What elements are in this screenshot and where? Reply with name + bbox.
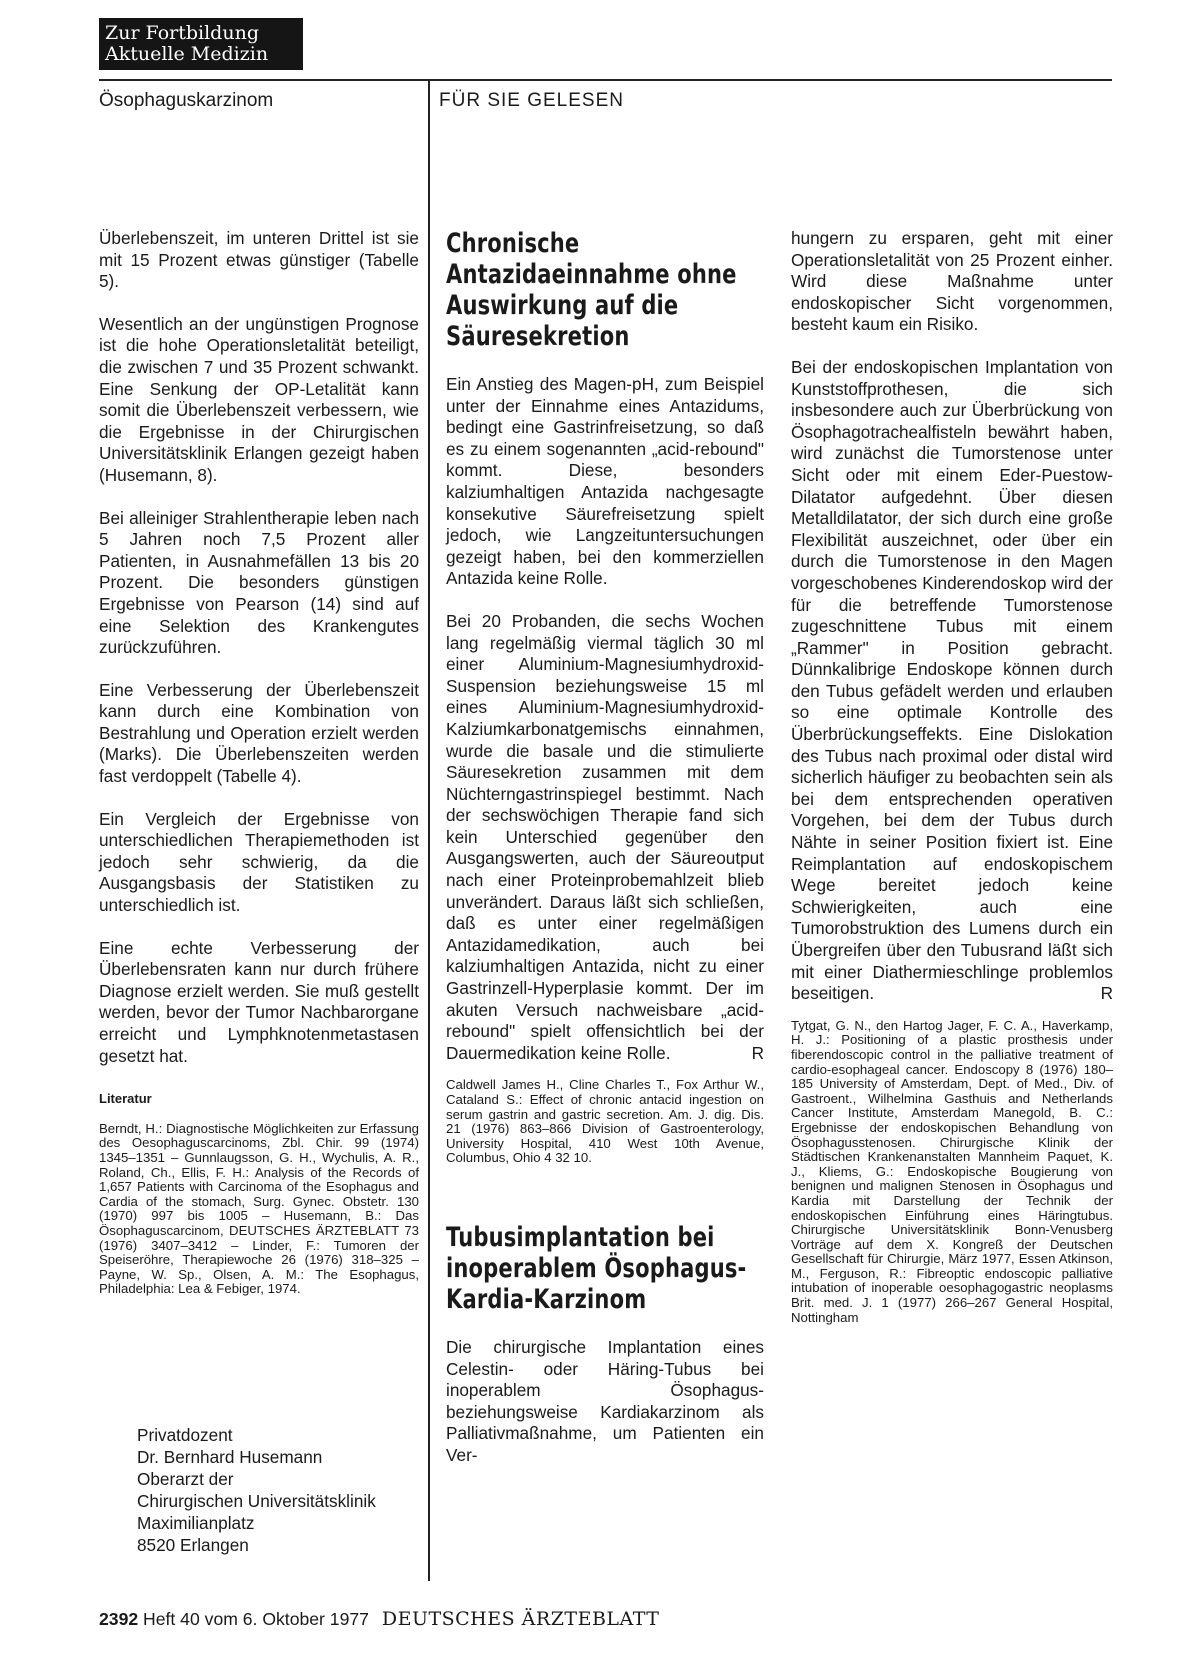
author-signature: R	[751, 1042, 764, 1063]
literature-heading: Literatur	[99, 1091, 152, 1107]
reference-block: Caldwell James H., Cline Charles T., Fox Arthur W., Cataland S.: Effect of chronic antacid ingestion on serum gastrin and gastric secretion. Am. J. dig. Dis. 21 (1976) 863–866 Division of Gastroenterology, University Hospital, 410 West 10th Avenue, Columbus, Ohio 4 32 10.	[446, 1077, 764, 1166]
body-paragraph: Wesentlich an der ungünstigen Prognose ist die hohe Operationsletalität beteiligt, die zwischen 7 und 35 Prozent schwankt. Eine Senkung der OP-Letalität kann somit die Überlebenszeit verbessern, wie die Ergebnisse in der Chirurgischen Universitätsklinik Erlangen gezeigt haben (Husemann, 8).	[99, 313, 419, 485]
author-line: Chirurgischen Universitätsklinik	[137, 1491, 376, 1511]
body-paragraph: Eine Verbesserung der Überlebenszeit kann durch eine Kombination von Bestrahlung und Operation erzielt werden (Marks). Die Überlebenszeiten werden fast verdoppelt (Tabelle 4).	[99, 679, 419, 787]
author-block	[137, 1424, 376, 1556]
body-text: Bei 20 Probanden, die sechs Wochen lang regelmäßig viermal täglich 30 ml einer Aluminium-Magnesiumhydroxid-Suspension beziehungsweise 15 ml eines Aluminium-Magnesiumhydroxid-Kalziumkarbonatgemischs einnahmen, wurde die basale und die stimulierte Säuresekretion zusammen mit dem Nüchterngastrinspiegel bestimmt. Nach der sechswöchigen Therapie fand sich kein Unterschied gegenüber den Ausgangswerten, auch der Säureoutput nach einer Proteinprobemahlzeit blieb unverändert. Daraus läßt sich schließen, daß es unter einer regelmäßigen Antazidamedikation, auch bei kalziumhaltigen Antazida, nicht zu einer Gastrinzell-Hyperplasie kommt. Der im akuten Versuch nachweisbare „acid-rebound" spielt offensichtlich bei der Dauermedikation keine Rolle.	[446, 610, 764, 1063]
section-title-right: FÜR SIE GELESEN	[439, 90, 624, 111]
article-column-right	[791, 228, 1113, 1346]
body-paragraph: hungern zu ersparen, geht mit einer Operationsletalität von 25 Prozent einher. Wird diese Maßnahme unter endoskopischer Sicht vorgenommen, besteht kaum ein Risiko.	[791, 228, 1113, 335]
page-number: 2392	[99, 1609, 139, 1629]
reference-block: Tytgat, G. N., den Hartog Jager, F. C. A., Haverkamp, H. J.: Positioning of a plastic prosthesis under fiberendoscopic control in the palliative treatment of cardio-esophageal cancer. Endoscopy 8 (1976) 180–185 University of Amsterdam, Dept. of Med., Div. of Gastroent., Wilhelmina Gasthuis and Netherlands Cancer Institute, Amsterdam Manegold, B. C.: Ergebnisse der endoskopischen Behandlung von Ösophagusstenosen. Chirurgische Klinik der Städtischen Krankenanstalten Mannheim Paquet, K. J., Kliems, G.: Endoskopische Bougierung von benignen und malignen Stenosen in Ösophagus und Kardia mit Darstellung der Technik der endoskopischen Einführung eines Häringtubus. Chirurgische Universitätsklinik Bonn-Venusberg Vorträge auf dem X. Kongreß der Deutschen Gesellschaft für Chirurgie, März 1977, Essen Atkinson, M., Ferguson, R.: Fibreoptic endoscopic palliative intubation of inoperable oesophagogastric neoplasms Brit. med. J. 1 (1977) 266–267 General Hospital, Nottingham	[791, 1017, 1113, 1325]
issue-info: Heft 40 vom 6. Oktober 1977	[143, 1609, 369, 1629]
body-paragraph: Bei alleiniger Strahlentherapie leben nach 5 Jahren noch 7,5 Prozent aller Patienten, in Ausnahmefällen 13 bis 20 Prozent. Die besonders günstigen Ergebnisse von Pearson (14) sind auf eine Selektion des Krankengutes zurückzuführen.	[99, 507, 419, 658]
body-paragraph: Ein Anstieg des Magen-pH, zum Beispiel unter der Einnahme eines Antazidums, bedingt eine Gastrinfreisetzung, so daß es zu einem sogenannten „acid-rebound" kommt. Diese, besonders kalziumhaltigen Antazida nachgesagte konsekutive Säurefreisetzung spielt jedoch, wie Langzeituntersuchungen gezeigt haben, bei den kommerziellen Antazida keine Rolle.	[446, 374, 764, 589]
body-paragraph: Eine echte Verbesserung der Überlebensraten kann nur durch frühere Diagnose erzielt werden. Sie muß gestellt werden, bevor der Tumor Nachbarorgane erreicht und Lymphknotenmetastasen gesetzt hat.	[99, 937, 419, 1066]
author-line: Dr. Bernhard Husemann	[137, 1447, 323, 1467]
journal-name: DEUTSCHES ÄRZTEBLATT	[381, 1608, 660, 1630]
author-line: Privatdozent	[137, 1425, 233, 1445]
body-paragraph: Ein Vergleich der Ergebnisse von unterschiedlichen Therapiemethoden ist jedoch sehr schwierig, da die Ausgangsbasis der Statistiken zu unterschiedlich ist.	[99, 808, 419, 916]
body-paragraph: Die chirurgische Implantation eines Celestin- oder Häring-Tubus bei inoperablem Ösophagus- beziehungsweise Kardiakarzinom als Palliativmaßnahme, um Patienten ein Ver-	[446, 1336, 764, 1465]
article-column-middle	[446, 228, 764, 1488]
section-title-left: Ösophaguskarzinom	[99, 90, 274, 111]
author-line: 8520 Erlangen	[137, 1535, 249, 1555]
body-paragraph	[791, 357, 1113, 1005]
column-divider	[428, 79, 430, 1581]
article-heading-antacid: Chronische Antazidaeinnahme ohne Auswirkung auf die Säuresekretion	[446, 228, 737, 352]
header-rule	[99, 79, 1112, 81]
masthead-line-2: Aktuelle Medizin	[105, 43, 269, 65]
masthead-label	[99, 18, 303, 70]
page-footer	[99, 1608, 659, 1630]
body-paragraph: Überlebenszeit, im unteren Drittel ist sie mit 15 Prozent etwas günstiger (Tabelle 5).	[99, 228, 419, 292]
body-text: Bei der endoskopischen Implantation von Kunststoffprothesen, die sich insbesondere auch zur Überbrückung von Ösophagotrachealfisteln bewährt haben, wird zunächst die Tumorstenose unter Sicht oder mit einem Eder-Puestow-Dilatator aufgedehnt. Über diesen Metalldilatator, der sich durch eine große Flexibilität auszeichnet, oder über ein durch die Tumorstenose in den Magen vorgeschobenes Kinderendoskop wird der für die betreffende Tumorstenose zugeschnittene Tubus mit einem „Rammer" in Position gebracht. Dünnkalibrige Endoskope können durch den Tubus gefädelt werden und erlauben so eine optimale Kontrolle des Überbrückungseffekts. Eine Dislokation des Tubus nach proximal oder distal wird sicherlich häufiger zu beobachten sein als bei dem entsprechenden operativen Vorgehen, bei dem der Tubus durch Nähte in seiner Position fixiert ist. Eine Reimplantation auf endoskopischem Wege bereitet jedoch keine Schwierigkeiten, auch eine Tumorobstruktion des Lumens durch ein Übergreifen über den Tubusrand läßt sich mit einer Diathermieschlinge problemlos beseitigen.	[791, 356, 1113, 1004]
author-line: Maximilianplatz	[137, 1513, 255, 1533]
article-heading-tube: Tubusimplantation bei inoperablem Ösophagus-Kardia-Karzinom	[446, 1221, 747, 1315]
literature-references: Berndt, H.: Diagnostische Möglichkeiten zur Erfassung des Oesophaguscarcinoms, Zbl. Chir. 99 (1974) 1345–1351 – Gunnlaugsson, G. H., Wychulis, A. R., Roland, Ch., Ellis, F. H.: Analysis of the Records of 1,657 Patients with Carcinoma of the Esophagus and Cardia of the stomach, Surg. Gynec. Obstetr. 130 (1970) 997 bis 1005 – Husemann, B.: Das Ösophaguscarcinom, DEUTSCHES ÄRZTEBLATT 73 (1976) 3407–3412 – Linder, F.: Tumoren der Speiseröhre, Therapiewoche 26 (1976) 318–325 – Payne, W. Sp., Olsen, A. M.: The Esophagus, Philadelphia: Lea & Febiger, 1974.	[99, 1120, 419, 1297]
author-line: Oberarzt der	[137, 1469, 234, 1489]
author-signature: R	[1100, 983, 1113, 1004]
article-column-left	[99, 228, 419, 1318]
body-paragraph	[446, 611, 764, 1064]
masthead-line-1: Zur Fortbildung	[105, 22, 259, 44]
